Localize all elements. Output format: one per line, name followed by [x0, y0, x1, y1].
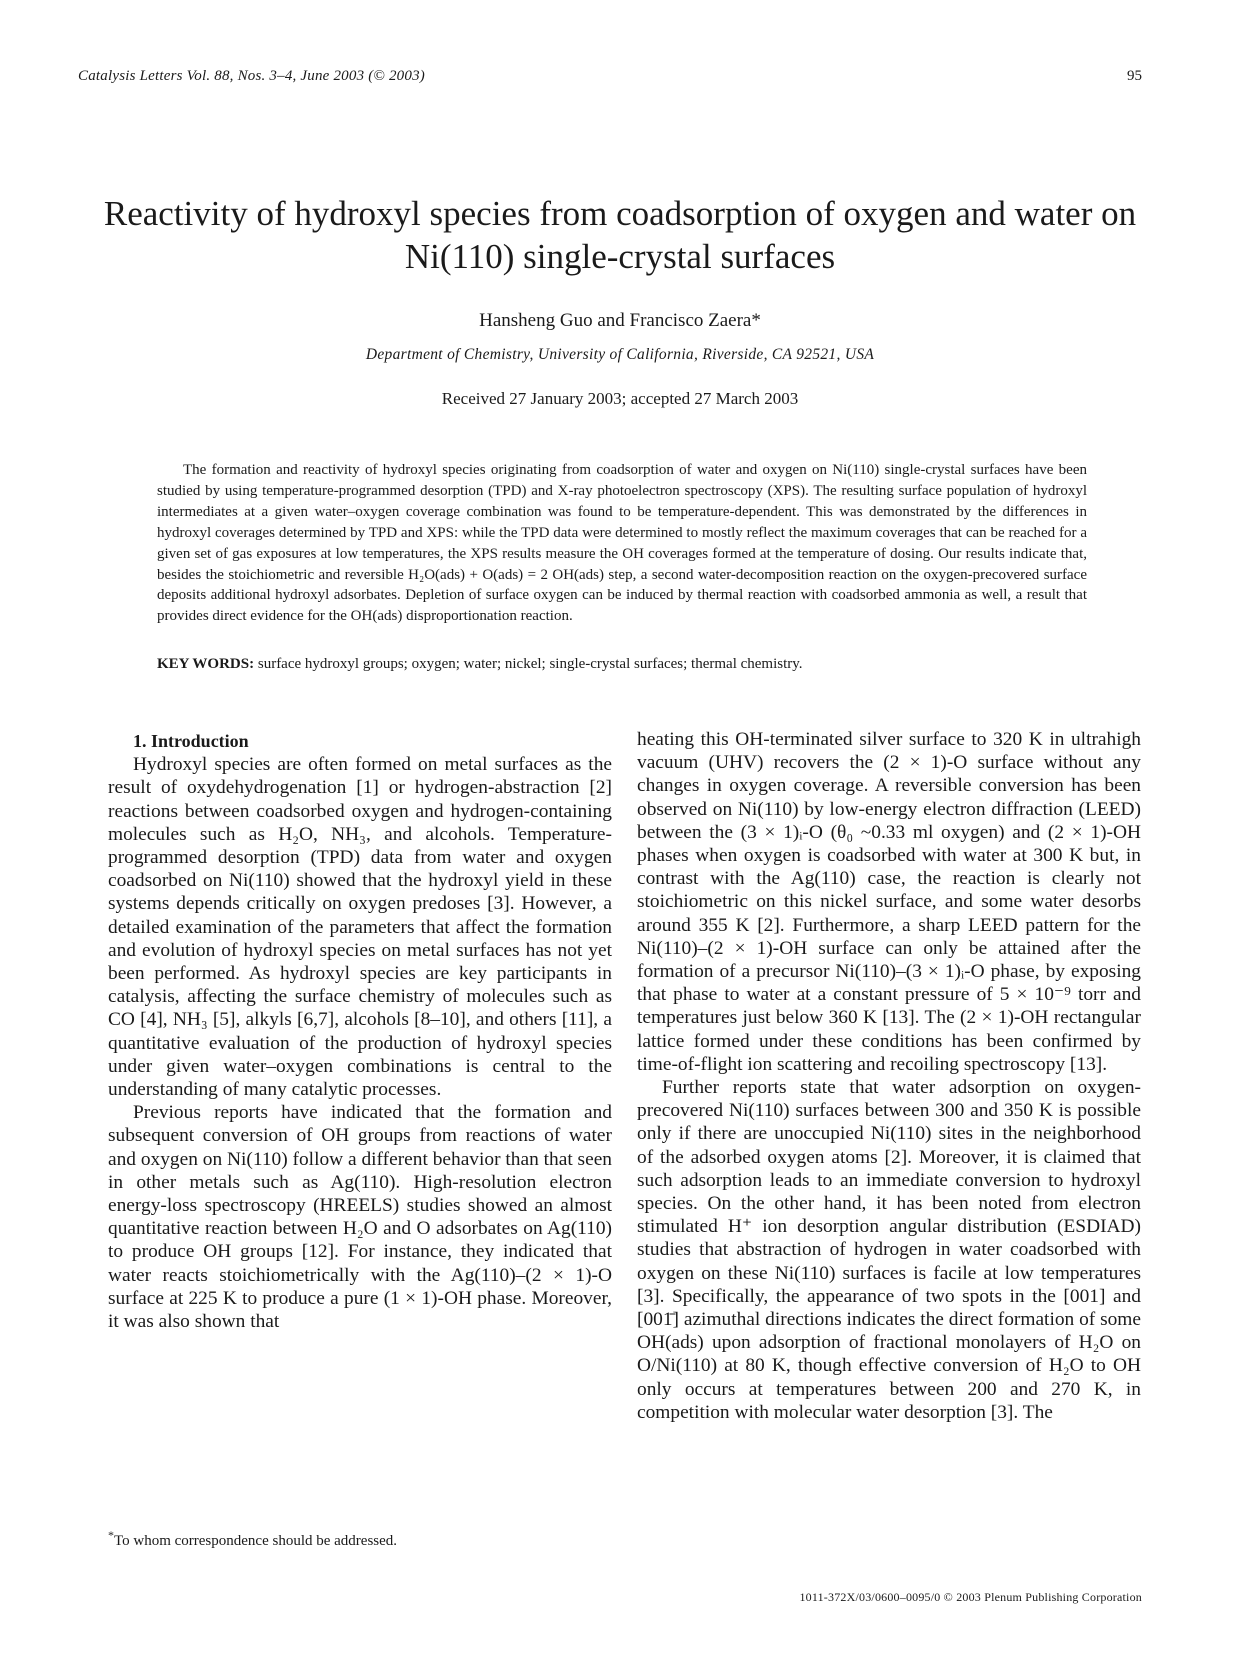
keywords-text: surface hydroxyl groups; oxygen; water; nickel; single-crystal surfaces; thermal chemistry.	[257, 656, 803, 672]
section-heading: 1. Introduction	[133, 731, 249, 751]
page-number: 95	[1127, 68, 1142, 84]
left-column	[108, 730, 612, 1333]
paragraph: Further reports state that water adsorption on oxygen-precovered Ni(110) surfaces between 300 and 350 K is possible only if there are unoccupied Ni(110) sites in the neighborhood of the adsorbed oxygen atoms [2]. Moreover, it is claimed that such adsorption leads to an immediate conversion to hydroxyl species. On the other hand, it has been noted from electron stimulated H⁺ ion desorption angular distribution (ESDIAD) studies that abstraction of hydrogen in water coadsorbed with oxygen on these Ni(110) surfaces is facile at low temperatures [3]. Specifically, the appearance of two spots in the [001] and [001̄] azimuthal directions indicates the direct formation of some OH(ads) upon adsorption of fractional monolayers of H₂O on O/Ni(110) at 80 K, though effective conversion of H₂O to OH only occurs at temperatures between 200 and 270 K, in competition with molecular water desorption [3]. The	[637, 1077, 1141, 1423]
affiliation: Department of Chemistry, University of California, Riverside, CA 92521, USA	[365, 346, 875, 363]
footnote	[108, 1528, 397, 1550]
copyright-line: 1011-372X/03/0600–0095/0 © 2003 Plenum Publishing Corporation	[799, 1590, 1142, 1604]
abstract: The formation and reactivity of hydroxyl species originating from coadsorption of water and oxygen on Ni(110) single-crystal surfaces have been studied by using temperature-programmed desorption (TPD) and X-ray photoelectron spectroscopy (XPS). The resulting surface population of hydroxyl intermediates at a given water–oxygen coverage combination was found to be temperature-dependent. This was demonstrated by the differences in hydroxyl coverages determined by TPD and XPS: while the TPD data were determined to mostly reflect the maximum coverages that can be reached for a given set of gas exposures at low temperatures, the XPS results measure the OH coverages formed at the temperature of dosing. Our results indicate that, besides the stoichiometric and reversible H₂O(ads) + O(ads) = 2 OH(ads) step, a second water-decomposition reaction on the oxygen-precovered surface deposits additional hydroxyl adsorbates. Depletion of surface oxygen can be induced by thermal reaction with coadsorbed ammonia as well, a result that provides direct evidence for the OH(ads) disproportionation reaction.	[157, 462, 1087, 625]
paper-title: Reactivity of hydroxyl species from coadsorption of oxygen and water on Ni(110) single-crystal surfaces	[103, 194, 1137, 276]
paragraph: heating this OH-terminated silver surface to 320 K in ultrahigh vacuum (UHV) recovers the (2 × 1)-O surface without any changes in oxygen coverage. A reversible conversion has been observed on Ni(110) by low-energy electron diffraction (LEED) between the (3 × 1)ᵢ-O (θ₀ ~0.33 ml oxygen) and (2 × 1)-OH phases when oxygen is coadsorbed with water at 300 K but, in contrast with the Ag(110) case, the reaction is clearly not stoichiometric on this nickel surface, and some water desorbs around 355 K [2]. Furthermore, a sharp LEED pattern for the Ni(110)–(2 × 1)-OH surface can only be attained after the formation of a precursor Ni(110)–(3 × 1)ᵢ-O phase, by exposing that phase to water at a constant pressure of 5 × 10⁻⁹ torr and temperatures just below 360 K [13]. The (2 × 1)-OH rectangular lattice formed under these conditions has been confirmed by time-of-flight ion scattering and recoiling spectroscopy [13].	[637, 729, 1141, 1075]
received-dates: Received 27 January 2003; accepted 27 March 2003	[441, 389, 799, 408]
authors: Hansheng Guo and Francisco Zaera*	[479, 310, 761, 331]
footnote-text: To whom correspondence should be addressed.	[114, 1533, 398, 1549]
keywords	[157, 656, 1087, 673]
paragraph: Hydroxyl species are often formed on metal surfaces as the result of oxydehydrogenation [1] or hydrogen-abstraction [2] reactions between coadsorbed oxygen and hydrogen-containing molecules such as H₂O, NH₃, and alcohols. Temperature-programmed desorption (TPD) data from water and oxygen coadsorbed on Ni(110) showed that the hydroxyl yield in these systems depends critically on oxygen predoses [3]. However, a detailed examination of the parameters that affect the formation and evolution of hydroxyl species on metal surfaces has not yet been performed. As hydroxyl species are key participants in catalysis, affecting the surface chemistry of molecules such as CO [4], NH₃ [5], alkyls [6,7], alcohols [8–10], and others [11], a quantitative evaluation of the production of hydroxyl species under given water–oxygen combinations is central to the understanding of many catalytic processes.	[108, 754, 612, 1101]
keywords-label: KEY WORDS:	[157, 656, 255, 672]
footnote-mark: *	[108, 1528, 114, 1542]
right-column	[637, 728, 1141, 1424]
paragraph: Previous reports have indicated that the formation and subsequent conversion of OH groups from reactions of water and oxygen on Ni(110) follow a different behavior than that seen in other metals such as Ag(110). High-resolution electron energy-loss spectroscopy (HREELS) studies showed an almost quantitative reaction between H₂O and O adsorbates on Ag(110) to produce OH groups [12]. For instance, they indicated that water reacts stoichiometrically with the Ag(110)–(2 × 1)-O surface at 225 K to produce a pure (1 × 1)-OH phase. Moreover, it was also shown that	[108, 1102, 613, 1333]
running-head: Catalysis Letters Vol. 88, Nos. 3–4, June 2003 (© 2003)	[78, 68, 425, 84]
